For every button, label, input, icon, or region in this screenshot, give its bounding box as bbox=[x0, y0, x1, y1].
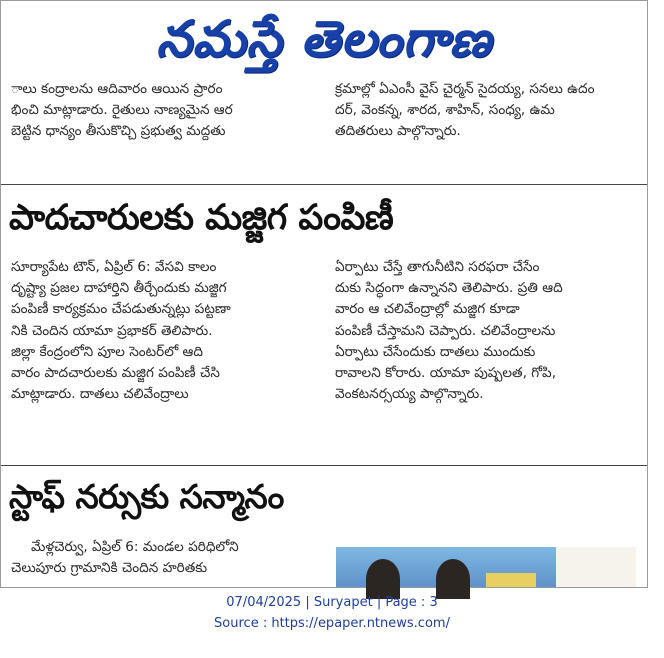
masthead bbox=[1, 1, 647, 81]
text-line: చెలుపూరు గ్రామానికి చెందిన హరితకు bbox=[11, 560, 208, 577]
text-line: వారం ఆ చలివేంద్రాల్లో మజ్జిగ కూడా bbox=[335, 301, 520, 318]
clipping-source: Source : https://epaper.ntnews.com/ bbox=[214, 616, 450, 631]
text-line: ాలు కంద్రాలను ఆదివారం ఆయిన ప్రారం bbox=[11, 81, 223, 97]
clipping-footer bbox=[0, 592, 664, 634]
text-line: పంపిణీ కార్యక్రమం చేపడుతున్నట్లు పట్టణా bbox=[11, 301, 231, 318]
story-left-column bbox=[11, 257, 311, 405]
text-line: పంపిణీ చేస్తామని చెప్పారు. చలివేంద్రాలను bbox=[335, 322, 556, 339]
photo-figure bbox=[486, 573, 536, 587]
story-headline: పాదచారులకు మజ్జిగ పంపిణీ bbox=[9, 198, 394, 238]
photo-banner bbox=[556, 547, 636, 587]
news-photo bbox=[336, 547, 636, 587]
text-line: బెట్టిన ధాన్యం తీసుకొచ్చి ప్రభుత్వ మద్దతు bbox=[11, 123, 226, 140]
divider bbox=[1, 184, 647, 185]
text-line: మాట్లాడారు. దాతలు చలివేంద్రాలు bbox=[11, 386, 189, 403]
masthead-logo: నమస్తే తెలంగాణ bbox=[156, 10, 492, 68]
text-line: మేళ్లచెర్వు, ఏప్రిల్ 6: మండల పరిధిలోని bbox=[31, 539, 239, 555]
text-line: వారం పాదచారులకు మజ్జిగ పంపిణీ చేసి bbox=[11, 365, 220, 382]
text-line: జిల్లా కేంద్రంలోని పూల సెంటర్‌లో ఆది bbox=[11, 343, 203, 360]
text-line: ఏర్పాటు చేసేందుకు దాతలు ముందుకు bbox=[335, 343, 536, 360]
text-line: తదితరులు పాల్గొన్నారు. bbox=[335, 123, 461, 140]
text-line: దుకు సిద్ధంగా ఉన్నానని తెలిపారు. ప్రతి ఆది bbox=[335, 280, 563, 297]
top-story-right-column bbox=[335, 83, 637, 175]
story-headline: స్టాఫ్ నర్సుకు సన్మానం bbox=[9, 477, 284, 516]
story-left-column bbox=[11, 537, 313, 587]
text-line: రావాలని కోరారు. యామా పుష్పలత, గోపి, bbox=[335, 365, 557, 382]
clipping-date-edition: 07/04/2025 | Suryapet | Page : 3 bbox=[226, 595, 438, 610]
text-line: ఏర్పాటు చేస్తే తాగునీటిని సరఫరా చేసేం bbox=[335, 259, 540, 275]
divider bbox=[1, 465, 647, 466]
top-story-left-column bbox=[11, 83, 311, 175]
text-line: దర్, వెంకన్న, శారద, శాహిన్, సంధ్య, ఉమ bbox=[335, 102, 555, 119]
text-line: సూర్యాపేట టౌన్, ఏప్రిల్ 6: వేసవి కాలం bbox=[11, 259, 217, 275]
story-right-column bbox=[335, 257, 637, 405]
text-line: దృష్ట్యా ప్రజల దాహార్తిని తీర్చేందుకు మజ్జిగ bbox=[11, 280, 227, 297]
text-line: నికి చెందిన యామా ప్రభాకర్ తెలిపారు. bbox=[11, 322, 213, 339]
text-line: వెంకటనర్సయ్య పాల్గొన్నారు. bbox=[335, 386, 484, 403]
text-line: క్రమాల్లో ఏఎంసీ వైస్ చైర్మన్ సైదయ్య, సనలు ఉదం bbox=[335, 81, 595, 97]
text-line: భించి మాట్లాడారు. రైతులు నాణ్యమైన ఆర bbox=[11, 102, 233, 119]
